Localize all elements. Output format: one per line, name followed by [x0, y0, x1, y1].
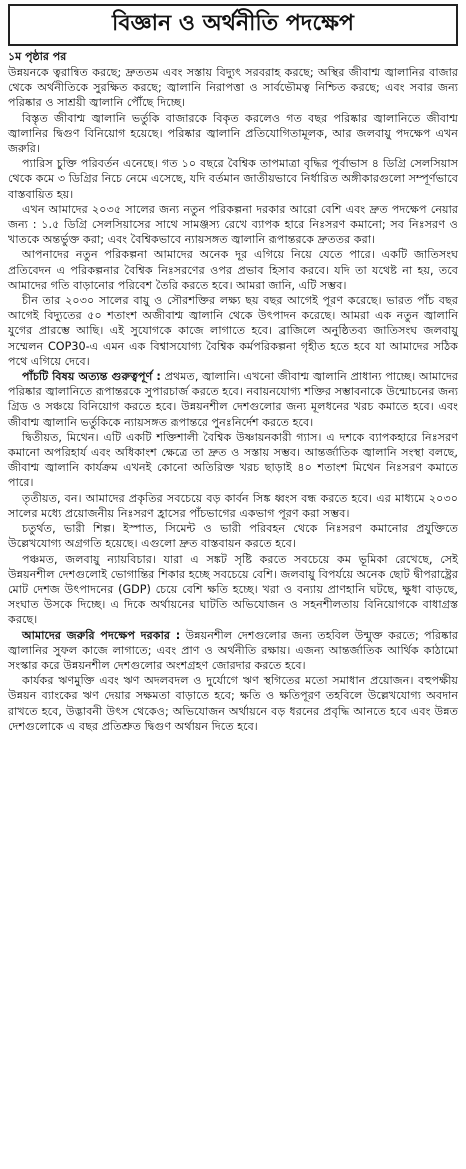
article-paragraph: [8, 673, 458, 734]
article-paragraph: [8, 65, 458, 111]
paragraph-text: প্রথমত, জ্বালানি। এখনো জীবাশ্ম জ্বালানি প্রাধান্য পাচ্ছে। আমাদের পরিষ্কার জ্বালানিতে রূপান্তরকে সুপারচার্জ করতে হবে। নবায়নযোগ্য শক্তির সম্ভাবনাকে উন্মোচনের জন্য গ্রিড ও সঞ্চয়ে বিনিয়োগ করতে হবে। উন্নয়নশীল দেশগুলোর জন্য মূলধনের খরচ কমাতে হবে। এবং জীবাশ্ম জ্বালানি ভর্তুকিকে ন্যায়সঙ্গত রূপান্তরে পুনঃনির্দেশ করতে হবে।: [8, 370, 458, 429]
paragraph-text: প্যারিস চুক্তি পরিবর্তন এনেছে। গত ১০ বছরে বৈশ্বিক তাপমাত্রা বৃদ্ধির পূর্বাভাস ৪ ডিগ্রি সেলসিয়াস থেকে কমে ৩ ডিগ্রির নিচে নেমে এসেছে, যদি বর্তমান জাতীয়ভাবে নির্ধারিত অঙ্গীকারগুলো সম্পূর্ণভাবে বাস্তবায়িত হয়।: [8, 157, 458, 201]
paragraph-text: বিস্তৃত জীবাশ্ম জ্বালানি ভর্তুকি বাজারকে বিকৃত করলেও গত বছর পরিষ্কার জ্বালানিতে জীবাশ্ম জ্বালানির দ্বিগুণ বিনিয়োগ হয়েছে। পরিষ্কার জ্বালানি প্রতিযোগিতামূলক, আর জলবায়ু পদক্ষেপ এখন জরুরি।: [8, 111, 458, 156]
paragraph-text: কার্যকর ঋণমুক্তি এবং ঋণ অদলবদল ও দুর্যোগে ঋণ স্থগিতের মতো সমাধান প্রয়োজন। বহুপক্ষীয় উন্নয়ন ব্যাংকের ঋণ দেয়ার সক্ষমতা বাড়াতে হবে; ক্ষতি ও ক্ষতিপূরণ তহবিলে উল্লেখযোগ্য অবদান রাখতে হবে, উদ্ভাবনী উৎস থেকেও; অভিযোজন অর্থায়নে বড় ধরনের প্রবৃদ্ধি আনতে হবে এবং উন্নত দেশগুলোকে এ বছর প্রতিশ্রুত দ্বিগুণ অর্থায়ন দিতে হবে।: [8, 674, 458, 733]
article-paragraph: [8, 202, 458, 248]
article-body: [8, 65, 458, 734]
paragraph-text: এখন আমাদের ২০৩৫ সালের জন্য নতুন পরিকল্পনা দরকার আরো বেশি এবং দ্রুত পদক্ষেপ নেয়ার জন্য : ১.৫ ডিগ্রি সেলসিয়াসের সাথে সামঞ্জস্য রেখে ব্যাপক হারে নিঃসরণ কমানো; সব নিঃসরণ ও খাতকে অন্তর্ভুক্ত করা; এবং বৈশ্বিকভাবে ন্যায়সঙ্গত জ্বালানি রূপান্তরকে দ্রুততর করা।: [8, 202, 458, 247]
paragraph-text: উন্নয়নকে ত্বরান্বিত করছে; দ্রুততম এবং সস্তায় বিদ্যুৎ সরবরাহ করছে; অস্থির জীবাশ্ম জ্বালানির বাজার থেকে অর্থনীতিকে সুরক্ষিত করছে; জ্বালানি নিরাপত্তা ও সার্বভৌমত্ব নিশ্চিত করছে; এবং সবার জন্য পরিষ্কার ও সাশ্রয়ী জ্বালানি পৌঁছে দিচ্ছে।: [8, 66, 458, 110]
article-paragraph: [8, 111, 458, 157]
article-paragraph: [8, 247, 458, 293]
paragraph-text: তৃতীয়ত, বন। আমাদের প্রকৃতির সবচেয়ে বড় কার্বন সিঙ্ক ধ্বংস বন্ধ করতে হবে। এর মাধ্যমে ২০৩০ সালের মধ্যে প্রয়োজনীয় নিঃসরণ হ্রাসের পাঁচভাগের একভাগ পূরণ করা সম্ভব।: [8, 491, 458, 520]
paragraph-text: পঞ্চমত, জলবায়ু ন্যায়বিচার। যারা এ সঙ্কট সৃষ্টি করতে সবচেয়ে কম ভূমিকা রেখেছে, সেই উন্নয়নশীল দেশগুলোই ভোগান্তির শিকার হচ্ছে সবচেয়ে বেশি। জলবায়ু বিপর্যয়ে অনেক ছোট দ্বীপরাষ্ট্রের মোট দেশজ উৎপাদনের (GDP) চেয়ে বেশি ক্ষতি হচ্ছে। খরা ও বন্যায় প্রাণহানি ঘটছে, ক্ষুধা বাড়ছে, সংঘাত উসকে দিচ্ছে। এ দিকে অর্থায়নের ঘাটতি অভিযোজন ও সহনশীলতায় বিনিয়োগকে বাধাগ্রস্ত করছে।: [8, 552, 458, 627]
paragraph-text: উন্নয়নশীল দেশগুলোর জন্য তহবিল উন্মুক্ত করতে; পরিষ্কার জ্বালানির সুফল কাজে লাগাতে; এবং প্রাণ ও অর্থনীতি রক্ষায়। এজন্য আন্তর্জাতিক আর্থিক কাঠামো সংস্কার করে উন্নয়নশীল দেশগুলোর অংশগ্রহণ জোরদার করতে হবে।: [8, 628, 458, 672]
paragraph-text: আপনাদের নতুন পরিকল্পনা আমাদের অনেক দূর এগিয়ে নিয়ে যেতে পারে। একটি জাতিসংঘ প্রতিবেদন এ পরিকল্পনার বৈশ্বিক নিঃসরণের ওপর প্রভাব হিসাব করবে। যদি তা যথেষ্ট না হয়, তবে আমাদের গতি বাড়ানোর পরিবেশ তৈরি করতে হবে। আমরা জানি, এটি সম্ভব।: [8, 248, 458, 292]
article-paragraph: [8, 430, 458, 491]
paragraph-lead-in: আমাদের জরুরি পদক্ষেপ দরকার :: [22, 628, 181, 642]
continued-from-label: ১ম পৃষ্ঠার পর: [8, 50, 67, 63]
paragraph-text: দ্বিতীয়ত, মিথেন। এটি একটি শক্তিশালী বৈশ্বিক উষ্ণায়নকারী গ্যাস। এ দশকে ব্যাপকহারে নিঃসরণ কমানো অপরিহার্য এবং অধিকাংশ ক্ষেত্রে তা দ্রুত ও সস্তায় সম্ভব। আন্তর্জাতিক জ্বালানি সংস্থা বলছে, জীবাশ্ম জ্বালানি কার্যক্রম এখনই কোনো অতিরিক্ত খরচ ছাড়াই ৪০ শতাংশ মিথেন নিঃসরণ কমাতে পারে।: [8, 430, 458, 490]
article-paragraph: [8, 293, 458, 369]
article-paragraph: [8, 369, 458, 430]
article-paragraph: [8, 156, 458, 202]
paragraph-text: চতুর্থত, ভারী শিল্প। ইস্পাত, সিমেন্ট ও ভারী পরিবহন থেকে নিঃসরণ কমানোর প্রযুক্তিতে উল্লেখযোগ্য অগ্রগতি হয়েছে। এগুলো দ্রুত বাস্তবায়ন করতে হবে।: [8, 522, 458, 551]
paragraph-lead-in: পাঁচটি বিষয় অত্যন্ত গুরুত্বপূর্ণ :: [22, 370, 161, 384]
headline: বিজ্ঞান ও অর্থনীতি পদক্ষেপ: [112, 11, 354, 36]
article-paragraph: [8, 628, 458, 674]
article-paragraph: [8, 552, 458, 628]
paragraph-text: চীন তার ২০৩০ সালের বায়ু ও সৌরশক্তির লক্ষ্য ছয় বছর আগেই পূরণ করেছে। ভারত পাঁচ বছর আগেই বিদ্যুতের ৫০ শতাংশ অজীবাশ্ম জ্বালানি থেকে উৎপাদন করেছে। আমরা এক নতুন জ্বালানি যুগের প্রারম্ভে আছি। এই সুযোগকে কাজে লাগাতে হবে। ব্রাজিলে অনুষ্ঠিতব্য জাতিসংঘ জলবায়ু সম্মেলন COP30-এ এমন এক বিশ্বাসযোগ্য বৈশ্বিক কর্মপরিকল্পনা গৃহীত হতে হবে যা আমাদের সঠিক পথে এগিয়ে দেবে।: [8, 294, 458, 368]
headline-box: [8, 4, 458, 46]
article-paragraph: [8, 491, 458, 521]
article-paragraph: [8, 521, 458, 551]
